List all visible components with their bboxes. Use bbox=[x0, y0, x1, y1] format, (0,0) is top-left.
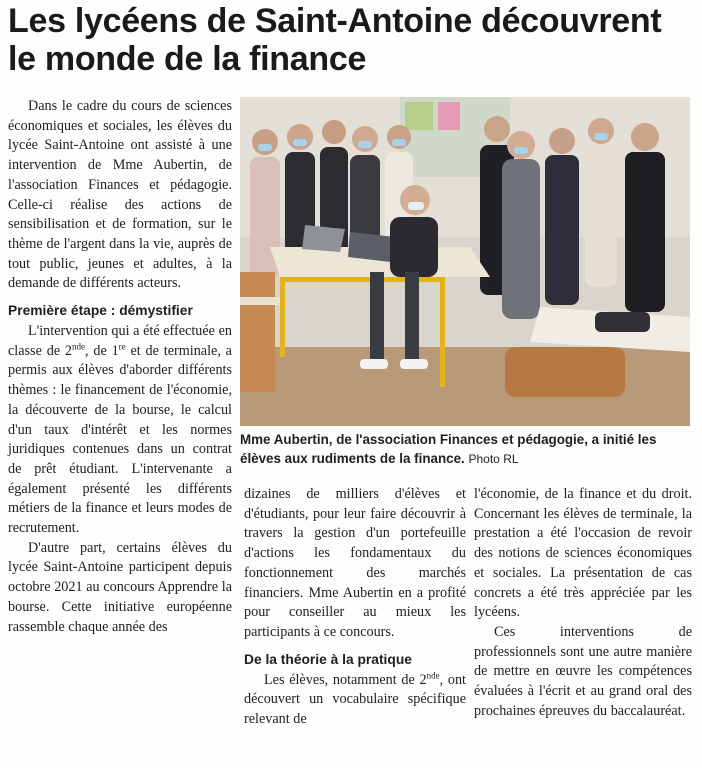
headline-line-1: Les lycéens de Saint-Antoine découvrent bbox=[8, 2, 662, 40]
paragraph: Dans le cadre du cours de sciences économiques et sociales, les élèves du lycée Saint-Antoine ont assisté à une intervention de Mme Aubertin, de l'association Finances et pédagogie. Celle-ci réalise des actions de sensibilisation et de formation, sur le thème de l'argent dans la vie, auprès de tout public, jeunes et adultes, à la demande de différents acteurs. bbox=[8, 98, 232, 292]
headline bbox=[8, 2, 698, 78]
paragraph: Les élèves, notamment de 2nde, ont découvert un vocabulaire spécifique relevant de bbox=[244, 669, 466, 728]
paragraph: l'économie, de la finance et du droit. Concernant les élèves de terminale, la prestation a été l'occasion de revoir des notions de sciences économiques et sociales. La présentation de cas concrets a été très appréciée par les lycéens. bbox=[474, 486, 692, 621]
article-photo bbox=[240, 97, 690, 426]
paragraph: L'intervention qui a été effectuée en classe de 2nde, de 1re et de terminale, a permis aux élèves d'aborder différents thèmes : le financement de l'économie, la découverte de la bourse, le calcul d'un taux d'intérêt et les normes juridiques contenues dans un contrat de prêt étudiant. L'intervenante a également présenté les différents métiers de la finance et leurs modes de recrutement. bbox=[8, 323, 232, 537]
article-column-3 bbox=[474, 485, 692, 721]
article-column-2 bbox=[244, 485, 466, 730]
paragraph: dizaines de milliers d'élèves et d'étudiants, pour leur faire découvrir à travers la gestion d'un portefeuille d'actions les fondamentaux du fonctionnement des marchés financiers. Mme Aubertin en a profité pour conseiller au mieux les participants à ce concours. bbox=[244, 486, 466, 640]
article-column-1 bbox=[8, 97, 232, 637]
headline-line-2: le monde de la finance bbox=[8, 40, 367, 78]
photo-caption bbox=[240, 431, 692, 468]
subheading: De la théorie à la pratique bbox=[244, 651, 412, 667]
caption-text: Mme Aubertin, de l'association Finances et pédagogie, a initié les élèves aux rudiments de la finance. bbox=[240, 432, 657, 466]
photo-credit: Photo RL bbox=[468, 451, 519, 466]
subheading: Première étape : démystifier bbox=[8, 303, 193, 319]
paragraph: Ces interventions de professionnels sont une autre manière de mettre en œuvre les compétences évaluées à l'écrit et au grand oral des prochaines épreuves du baccalauréat. bbox=[474, 623, 692, 719]
paragraph: D'autre part, certains élèves du lycée Saint-Antoine participent depuis octobre 2021 au concours Apprendre la bourse. Cette initiative européenne rassemble chaque année des bbox=[8, 539, 232, 635]
